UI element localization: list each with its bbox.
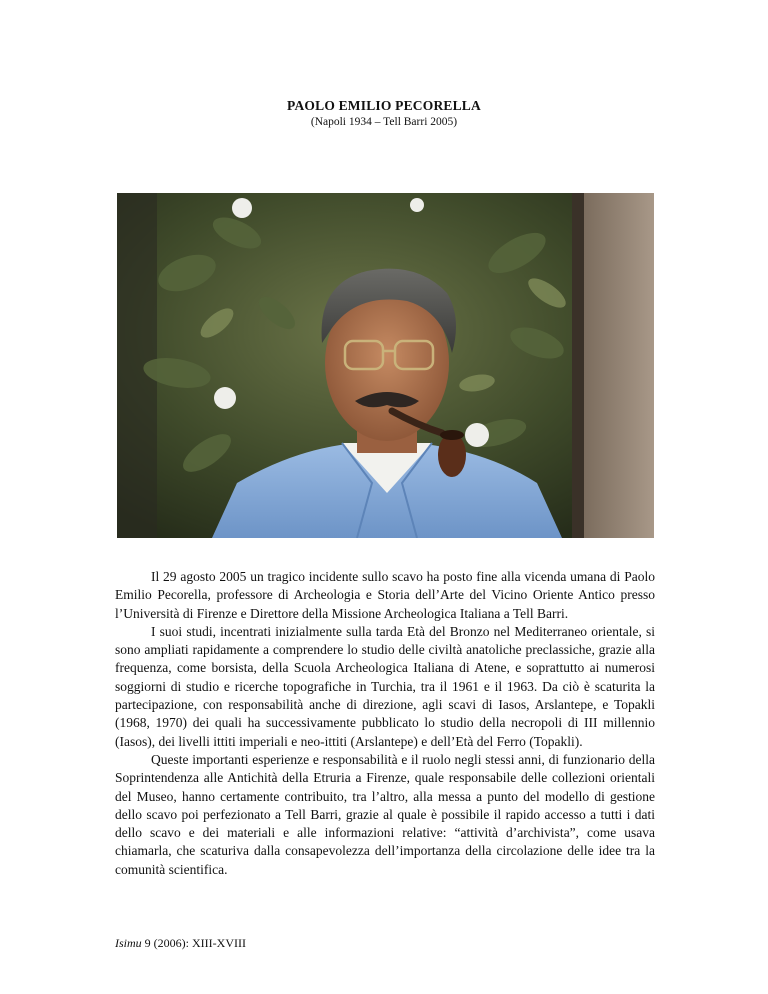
journal-citation: 9 (2006): XIII-XVIII	[141, 936, 246, 950]
page-subtitle: (Napoli 1934 – Tell Barri 2005)	[310, 116, 458, 128]
paragraph: Queste importanti esperienze e responsabilità e il ruolo negli stessi anni, di funzionario della Soprintendenza alle Antichità della Etruria a Firenze, quale responsabile delle collezioni orientali del Museo, hanno certamente contribuito, tra l’altro, alla messa a punto del modello di gestione dello scavo poi perfezionato a Tell Barri, grazie al quale è possibile il rapido accesso a tutti i dati dello scavo e dei materiali e alle informazioni relative: “attività d’archivista”, come usava chiamarla, che scaturiva dalla consapevolezza dell’importanza della circolazione delle idee tra la comunità scientifica.	[115, 751, 655, 877]
paragraph: I suoi studi, incentrati inizialmente sulla tarda Età del Bronzo nel Mediterraneo orientale, si sono ampliati rapidamente a comprendere lo studio delle civiltà anatoliche preclassiche, grazie alla frequenza, come borsista, della Scuola Archeologica Italiana di Atene, e soprattutto ai numerosi soggiorni di studio e ricerche topografiche in Turchia, tra il 1961 e il 1963. Da ciò è scaturita la partecipazione, con responsabilità anche di direzione, agli scavi di Iasos, Arslantepe, e Topakli (1968, 1970) dei quali ha successivamente pubblicato lo studio della necropoli di III millennio (Iasos), dei livelli ittiti imperiali e neo-ittiti (Arslantepe) e dell’Età del Ferro (Topakli).	[115, 623, 655, 749]
page-title: PAOLO EMILIO PECORELLA	[287, 98, 481, 113]
journal-name: Isimu	[115, 936, 142, 950]
page-footer	[115, 936, 246, 951]
portrait-photo-drawing	[117, 193, 654, 538]
paragraph: Il 29 agosto 2005 un tragico incidente sullo scavo ha posto fine alla vicenda umana di Paolo Emilio Pecorella, professore di Archeologia e Storia dell’Arte del Vicino Oriente Antico presso l’Università di Firenze e Direttore della Missione Archeologica Italiana a Tell Barri.	[115, 569, 655, 621]
portrait-photo	[117, 193, 654, 538]
article-body	[115, 568, 655, 879]
